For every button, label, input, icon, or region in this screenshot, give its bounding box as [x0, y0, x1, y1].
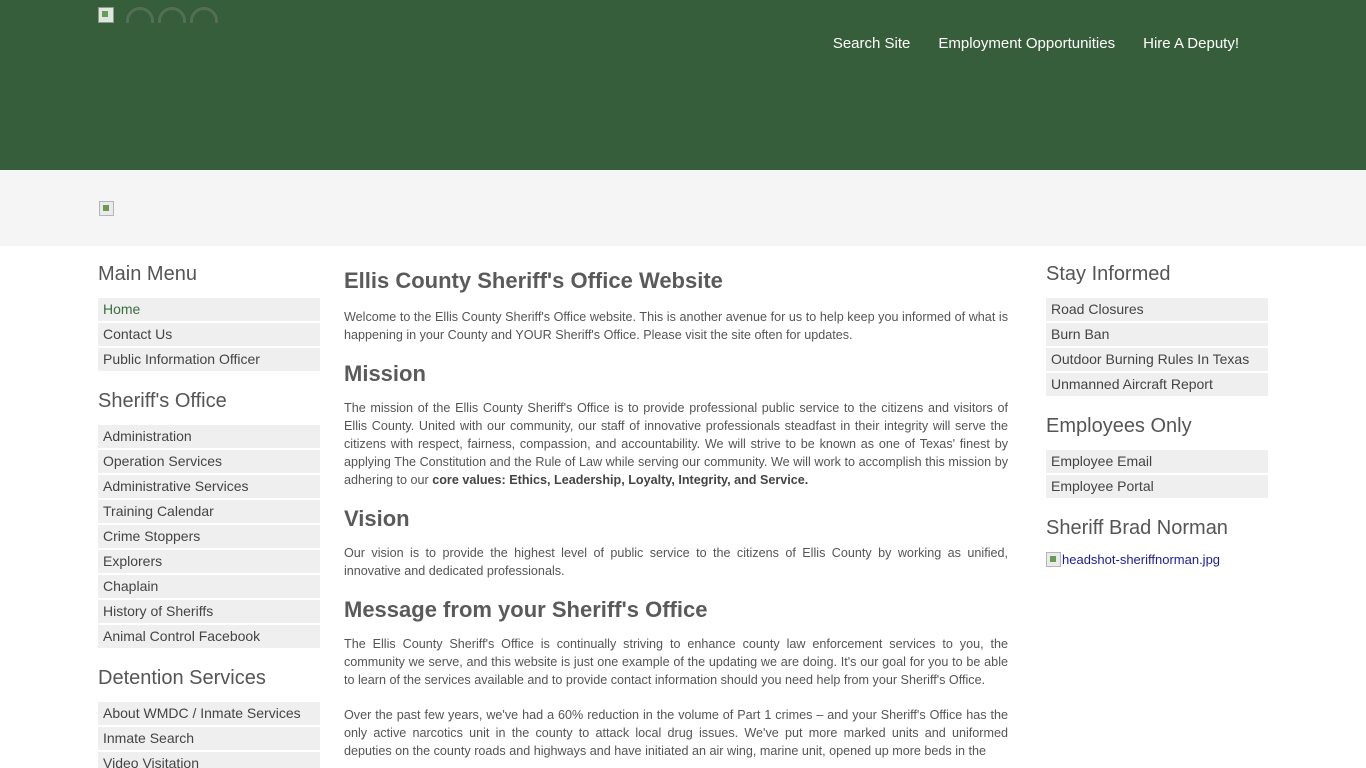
- left-sidebar: [98, 262, 320, 768]
- broken-image-icon: [98, 7, 114, 23]
- menu-item-chaplain[interactable]: Chaplain: [98, 575, 320, 598]
- mission-heading: Mission: [344, 361, 426, 386]
- right-sidebar: [1046, 262, 1268, 567]
- banner-broken-image-icon: [99, 201, 114, 216]
- menu-item-training-calendar[interactable]: Training Calendar: [98, 500, 320, 523]
- core-values-text: core values: Ethics, Leadership, Loyalty, Integrity, and Service.: [432, 473, 809, 487]
- menu-item-administrative-services[interactable]: Administrative Services: [98, 475, 320, 498]
- menu-item-operation-services[interactable]: Operation Services: [98, 450, 320, 473]
- menu-item-outdoor-burning-rules[interactable]: Outdoor Burning Rules In Texas: [1046, 348, 1268, 371]
- employees-only-heading: Employees Only: [1046, 415, 1192, 437]
- sheriffs-office-heading: Sheriff's Office: [98, 390, 227, 412]
- menu-item-history-of-sheriffs[interactable]: History of Sheriffs: [98, 600, 320, 623]
- menu-item-animal-control-facebook[interactable]: Animal Control Facebook: [98, 625, 320, 648]
- menu-item-crime-stoppers[interactable]: Crime Stoppers: [98, 525, 320, 548]
- stay-informed-heading: Stay Informed: [1046, 263, 1171, 285]
- detention-services-menu: [98, 702, 320, 768]
- message-heading: Message from your Sheriff's Office: [344, 597, 708, 622]
- nav-search-site[interactable]: Search Site: [832, 35, 911, 52]
- menu-item-burn-ban[interactable]: Burn Ban: [1046, 323, 1268, 346]
- menu-item-video-visitation[interactable]: Video Visitation: [98, 752, 320, 768]
- vision-heading: Vision: [344, 506, 410, 531]
- menu-item-employee-portal[interactable]: Employee Portal: [1046, 475, 1268, 498]
- mission-text: The mission of the Ellis County Sheriff's Office is to provide professional public service to the citizens and visitors of Ellis County. United with our community, our staff of innovative professionals steadfast in their integrity will serve the citizens with respect, fairness, compassion, and accountability. We will strive to be known as one of Texas' finest by applying The Constitution and the Rule of Law while serving our community. We will work to accomplish this mission by adhering to our: [344, 401, 1008, 487]
- menu-item-unmanned-aircraft-report[interactable]: Unmanned Aircraft Report: [1046, 373, 1268, 396]
- sheriff-heading: Sheriff Brad Norman: [1046, 517, 1228, 539]
- logo-ring-icon: [158, 7, 186, 23]
- main-menu-heading: Main Menu: [98, 263, 197, 285]
- vision-paragraph: Our vision is to provide the highest level of public service to the citizens of Ellis County by working as unified, innovative and dedicated professionals.: [344, 546, 1008, 578]
- sheriffs-office-menu: [98, 425, 320, 648]
- menu-item-public-information-officer[interactable]: Public Information Officer: [98, 348, 320, 371]
- menu-item-about-wmdc[interactable]: About WMDC / Inmate Services: [98, 702, 320, 725]
- menu-item-employee-email[interactable]: Employee Email: [1046, 450, 1268, 473]
- stay-informed-menu: [1046, 298, 1268, 396]
- detention-services-heading: Detention Services: [98, 667, 266, 689]
- sheriff-headshot[interactable]: [1046, 552, 1268, 567]
- menu-item-inmate-search[interactable]: Inmate Search: [98, 727, 320, 750]
- nav-employment-opportunities[interactable]: Employment Opportunities: [938, 35, 1116, 52]
- menu-item-home[interactable]: Home: [98, 298, 320, 321]
- banner-strip: [0, 170, 1366, 246]
- message-paragraph-2: Over the past few years, we've had a 60% reduction in the volume of Part 1 crimes – and your Sheriff's Office has the only active narcotics unit in the county to attack local drug issues. We've put more marked units and uniformed deputies on the county roads and highways and have initiated an air wing, marine unit, opened up more beds in the: [344, 708, 1008, 758]
- menu-item-explorers[interactable]: Explorers: [98, 550, 320, 573]
- main-menu: [98, 298, 320, 371]
- logo-ring-icon: [126, 7, 154, 23]
- logo-ring-icon: [190, 7, 218, 23]
- site-header: [0, 0, 1366, 170]
- broken-image-icon: [1046, 552, 1061, 567]
- menu-item-administration[interactable]: Administration: [98, 425, 320, 448]
- mission-paragraph: [344, 399, 1008, 489]
- site-logo[interactable]: [98, 7, 222, 23]
- main-content: [344, 268, 1008, 768]
- employees-only-menu: [1046, 450, 1268, 498]
- intro-paragraph: Welcome to the Ellis County Sheriff's Office website. This is another avenue for us to help keep you informed of what is happening in your County and YOUR Sheriff's Office. Please visit the site often for updates.: [344, 310, 1008, 342]
- menu-item-contact-us[interactable]: Contact Us: [98, 323, 320, 346]
- sheriff-headshot-alt-text: headshot-sheriffnorman.jpg: [1062, 552, 1221, 567]
- top-nav: [805, 35, 1239, 53]
- message-paragraph-1: The Ellis County Sheriff's Office is continually striving to enhance county law enforcement services to you, the community we serve, and this website is just one example of the updating we are doing. It's our goal for you to be able to learn of the services available and to provide contact information should you need help from your Sheriff's Office.: [344, 637, 1008, 687]
- nav-hire-a-deputy[interactable]: Hire A Deputy!: [1143, 35, 1239, 52]
- menu-item-road-closures[interactable]: Road Closures: [1046, 298, 1268, 321]
- page-title: Ellis County Sheriff's Office Website: [344, 268, 723, 293]
